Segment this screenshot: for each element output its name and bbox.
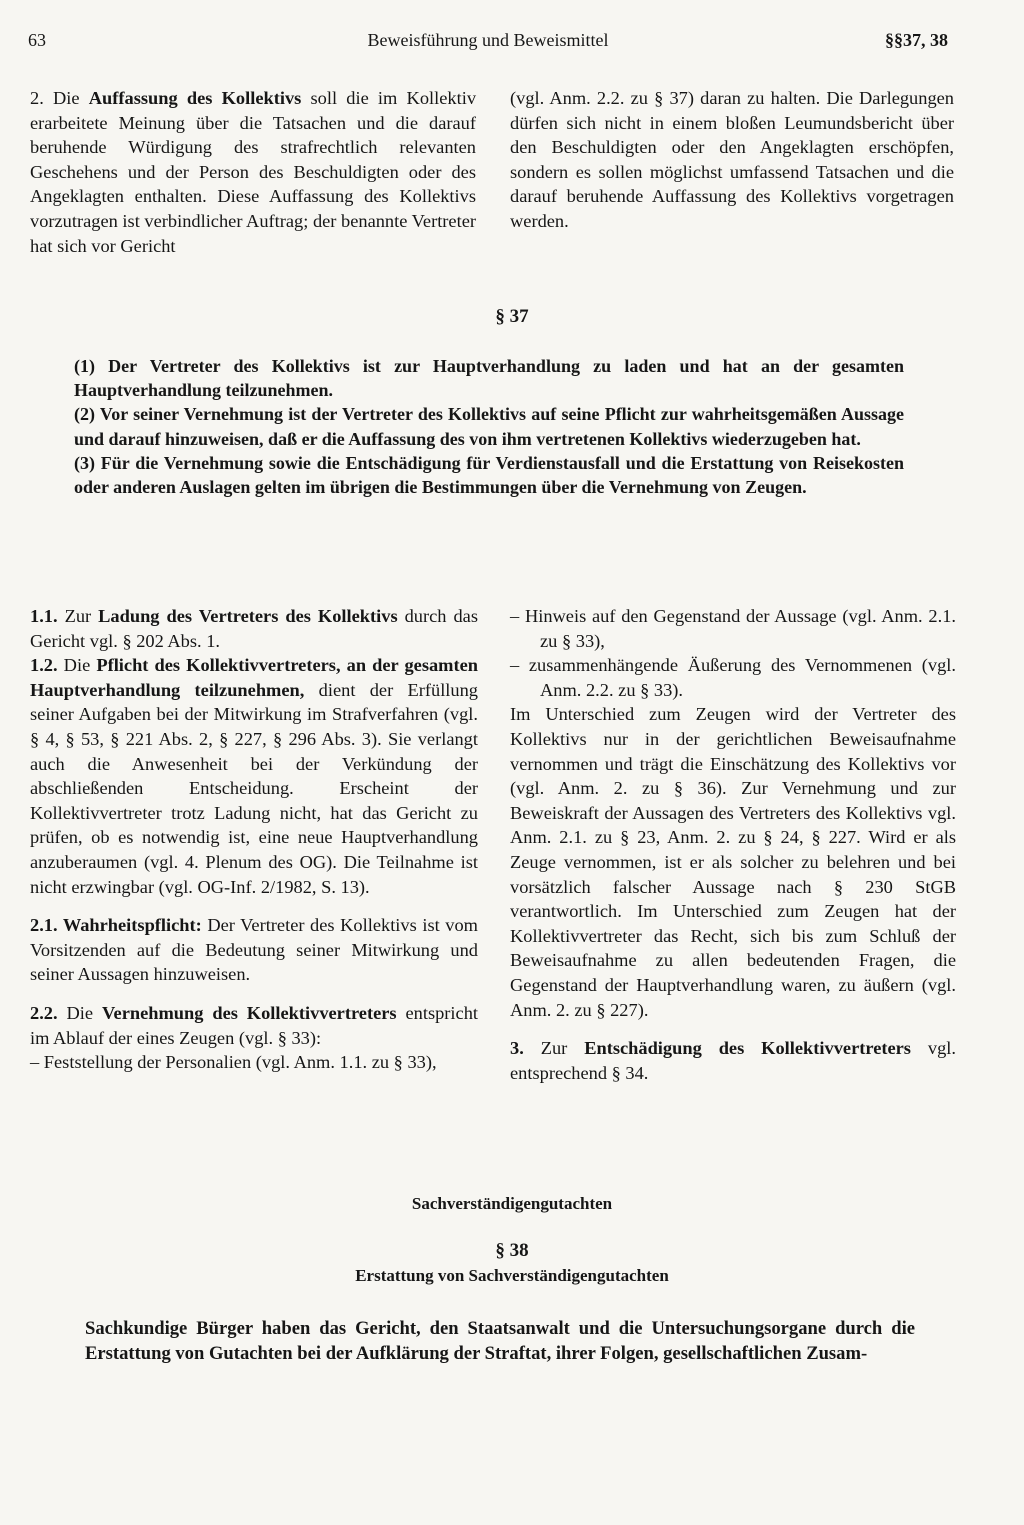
list-item: – Hinweis auf den Gegenstand der Aussage (vgl. Anm. 2.1. zu § 33), xyxy=(510,606,956,651)
commentary-37-right-column xyxy=(510,604,956,1085)
annotation-1-1: 1.1. Zur Ladung des Vertreters des Kollektivs durch das Gericht vgl. § 202 Abs. 1. xyxy=(30,606,478,651)
annotation-1-2: 1.2. Die Pflicht des Kollektivvertreters, an der gesamten Hauptverhandlung teilzunehmen, dient der Erfüllung seiner Aufgaben bei der Mitwirkung im Strafverfahren (vgl. § 4, § 53, § 221 Abs. 2, § 227, § 296 Abs. 3). Sie verlangt auch die Anwesenheit bei der Verkündung der abschließenden Entscheidung. Erscheint der Kollektivvertreter trotz Ladung nicht, hat das Gericht zu prüfen, ob es notwendig ist, eine neue Hauptverhandlung anzuberaumen (vgl. 4. Plenum des OG). Die Teilnahme ist nicht erzwingbar (vgl. OG-Inf. 2/1982, S. 13). xyxy=(30,655,479,897)
running-title: Beweisführung und Beweismittel xyxy=(367,30,609,50)
page-number: 63 xyxy=(28,30,46,50)
section-38-heading: § 38 xyxy=(495,1240,529,1261)
annotation-2-2-continuation: Im Unterschied zum Zeugen wird der Vertreter des Kollektivs nur in der gerichtlichen Beweisaufnahme vernommen und trägt die Einschätzung des Kollektivs vor (vgl. Anm. 2. zu § 36). Zur Vernehmung und zur Beweiskraft der Aussagen des Vertreters des Kollektivs vgl. Anm. 2.1. zu § 23, Anm. 2. zu § 24, § 227. Wird er als Zeuge vernommen, ist er als solcher zu belehren und bei vorsätzlich falscher Aussage nach § 230 StGB verantwortlich. Im Unterschied zum Zeugen hat der Kollektivvertreter das Recht, sich bis zum Schluß der Beweisaufnahme zu allen bedeutenden Fragen, die Gegenstand der Hauptverhandlung waren, zu äußern (vgl. Anm. 2. zu § 227). xyxy=(510,704,956,1020)
page-header xyxy=(28,30,948,56)
paragraph-1: (1) Der Vertreter des Kollektivs ist zur Hauptverhandlung zu laden und hat an der gesamten Hauptverhandlung teilzunehmen. xyxy=(74,356,904,401)
list-item: – Feststellung der Personalien (vgl. Anm. 1.1. zu § 33), xyxy=(30,1052,437,1073)
chapter-heading: Sachverständigengutachten xyxy=(411,1194,613,1213)
paragraph-2: (2) Vor seiner Vernehmung ist der Vertreter des Kollektivs auf seine Pflicht zur wahrheitsgemäßen Aussage und darauf hinzuweisen, daß er die Auffassung des von ihm vertretenen Kollektivs wiederzugeben hat. xyxy=(74,404,904,449)
commentary-37-left-column xyxy=(30,604,478,1075)
section-38-title: Erstattung von Sachverständigengutachten xyxy=(355,1266,669,1285)
section-range: §§37, 38 xyxy=(885,30,948,50)
section-38-statute-text: Sachkundige Bürger haben das Gericht, den Staatsanwalt und die Untersuchungsorgane durch die Erstattung von Gutachten bei der Aufklärung der Straftat, ihrer Folgen, gesellschaftlichen Zusam- xyxy=(85,1318,915,1364)
annotation-2-2: 2.2. Die Vernehmung des Kollektivvertreters entspricht im Ablauf der eines Zeugen (vgl. § 33): xyxy=(30,1002,478,1048)
annotation-2-paragraph: 2. Die Auffassung des Kollektivs soll die im Kollektiv erarbeitete Meinung über die Tatsachen und die darauf beruhende Würdigung des strafrechtlich relevanten Geschehens und der Person des Beschuldigten oder des Angeklagten enthalten. Diese Auffassung des Kollektivs vorzutragen ist verbindlicher Auftrag; der benannte Vertreter hat sich vor Gericht xyxy=(30,88,477,256)
commentary-36-continued-right xyxy=(510,86,954,234)
list-item: – zusammenhängende Äußerung des Vernommenen (vgl. Anm. 2.2. zu § 33). xyxy=(510,655,956,700)
annotation-3: 3. Zur Entschädigung des Kollektivvertreters vgl. entsprechend § 34. xyxy=(510,1038,956,1083)
annotation-2-1: 2.1. Wahrheitspflicht: Der Vertreter des Kollektivs ist vom Vorsitzenden auf die Bedeutung seiner Mitwirkung und seiner Aussagen hinzuweisen. xyxy=(30,915,478,985)
section-37-statute-text xyxy=(74,354,904,499)
paragraph-3: (3) Für die Vernehmung sowie die Entschädigung für Verdienstausfall und die Erstattung von Reisekosten oder anderen Auslagen gelten im übrigen die Bestimmungen über die Vernehmung von Zeugen. xyxy=(74,452,904,498)
commentary-36-continued-left xyxy=(30,86,476,258)
annotation-2-continuation: (vgl. Anm. 2.2. zu § 37) daran zu halten. Die Darlegungen dürfen sich nicht in einem bloßen Leumundsbericht über den Beschuldigten oder den Angeklagten erschöpfen, sondern es sollen möglichst umfassend Tatsachen und die darauf beruhende Auffassung des Kollektivs vorgetragen werden. xyxy=(510,88,954,231)
section-37-heading: § 37 xyxy=(495,306,529,327)
